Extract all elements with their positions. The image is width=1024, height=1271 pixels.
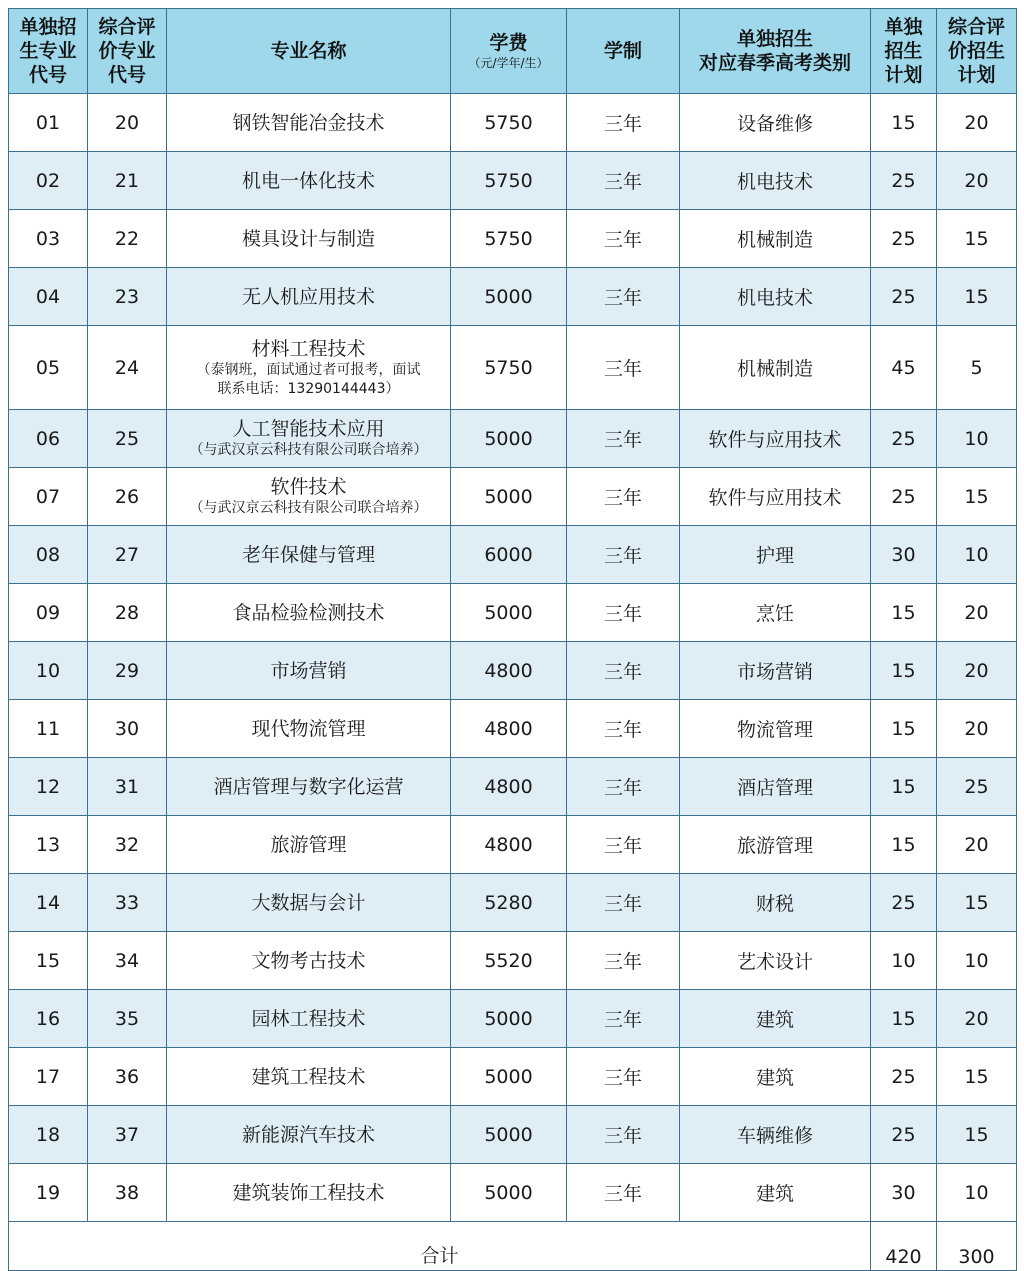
cell-comprehensive-code: 27 [88, 526, 167, 584]
cell-independent-code: 17 [9, 1048, 88, 1106]
cell-duration: 三年 [567, 816, 680, 874]
major-name-text: 新能源汽车技术 [241, 1123, 375, 1146]
cell-comprehensive-code: 22 [88, 210, 167, 268]
table-row [9, 210, 1017, 268]
header-tuition [451, 9, 567, 94]
table-row [9, 268, 1017, 326]
cell-independent-code: 12 [9, 758, 88, 816]
major-name-text: 旅游管理 [270, 833, 347, 856]
cell-independent-code: 05 [9, 326, 88, 410]
cell-comprehensive-code: 31 [88, 758, 167, 816]
cell-duration: 三年 [567, 94, 680, 152]
cell-major-name [167, 758, 451, 816]
cell-independent-code: 11 [9, 700, 88, 758]
major-name-note: （泰钢班，面试通过者可报考，面试联系电话：13290144443） [196, 361, 421, 397]
major-name-note: （与武汉京云科技有限公司联合培养） [189, 442, 428, 458]
cell-duration: 三年 [567, 326, 680, 410]
cell-major-name [167, 268, 451, 326]
cell-comprehensive-code: 38 [88, 1164, 167, 1222]
cell-comprehensive-plan: 20 [937, 152, 1017, 210]
enrollment-plan-table [8, 8, 1017, 1271]
major-name-text: 材料工程技术 [251, 337, 366, 360]
cell-major-name [167, 642, 451, 700]
total-independent-plan: 420 [871, 1222, 937, 1271]
cell-independent-plan: 30 [871, 526, 937, 584]
cell-tuition: 5000 [451, 268, 567, 326]
major-name-text: 文物考古技术 [251, 949, 366, 972]
cell-duration: 三年 [567, 210, 680, 268]
cell-tuition: 4800 [451, 816, 567, 874]
cell-independent-code: 02 [9, 152, 88, 210]
header-comprehensive-plan: 综合评价招生计划 [937, 9, 1017, 94]
cell-comprehensive-code: 33 [88, 874, 167, 932]
cell-comprehensive-code: 24 [88, 326, 167, 410]
table-row [9, 758, 1017, 816]
cell-major-name [167, 1106, 451, 1164]
cell-comprehensive-plan: 15 [937, 1106, 1017, 1164]
cell-independent-code: 07 [9, 468, 88, 526]
cell-independent-code: 06 [9, 410, 88, 468]
major-name-text: 园林工程技术 [251, 1007, 366, 1030]
cell-comprehensive-code: 36 [88, 1048, 167, 1106]
cell-category: 市场营销 [680, 642, 871, 700]
cell-tuition: 5000 [451, 410, 567, 468]
cell-comprehensive-plan: 15 [937, 268, 1017, 326]
cell-major-name [167, 468, 451, 526]
cell-duration: 三年 [567, 932, 680, 990]
major-name-text: 老年保健与管理 [241, 543, 375, 566]
cell-category: 护理 [680, 526, 871, 584]
header-independent-plan: 单独招生计划 [871, 9, 937, 94]
major-name-text: 无人机应用技术 [241, 285, 375, 308]
cell-duration: 三年 [567, 268, 680, 326]
header-tuition-unit: （元/学年/生） [468, 56, 549, 70]
table-row [9, 816, 1017, 874]
cell-major-name [167, 152, 451, 210]
table-footer [9, 1222, 1017, 1271]
cell-comprehensive-code: 25 [88, 410, 167, 468]
cell-independent-plan: 15 [871, 700, 937, 758]
table-row [9, 584, 1017, 642]
cell-tuition: 5520 [451, 932, 567, 990]
cell-major-name [167, 410, 451, 468]
header-tuition-label: 学费 [489, 32, 528, 54]
cell-independent-plan: 25 [871, 152, 937, 210]
cell-major-name [167, 1048, 451, 1106]
table-row [9, 94, 1017, 152]
cell-comprehensive-plan: 15 [937, 1048, 1017, 1106]
cell-tuition: 5750 [451, 94, 567, 152]
cell-comprehensive-code: 30 [88, 700, 167, 758]
cell-category: 建筑 [680, 1164, 871, 1222]
cell-category: 建筑 [680, 1048, 871, 1106]
cell-comprehensive-code: 34 [88, 932, 167, 990]
major-name-text: 软件技术 [270, 476, 347, 498]
cell-major-name [167, 1164, 451, 1222]
cell-category: 旅游管理 [680, 816, 871, 874]
cell-comprehensive-plan: 20 [937, 642, 1017, 700]
cell-comprehensive-plan: 15 [937, 210, 1017, 268]
cell-tuition: 5750 [451, 152, 567, 210]
cell-category: 烹饪 [680, 584, 871, 642]
table-row [9, 1048, 1017, 1106]
cell-independent-plan: 15 [871, 816, 937, 874]
major-name-text: 现代物流管理 [251, 717, 366, 740]
cell-category: 机电技术 [680, 268, 871, 326]
cell-category: 机电技术 [680, 152, 871, 210]
enrollment-table-container [8, 8, 1016, 1271]
cell-independent-plan: 25 [871, 268, 937, 326]
cell-comprehensive-code: 23 [88, 268, 167, 326]
cell-category: 酒店管理 [680, 758, 871, 816]
cell-comprehensive-code: 35 [88, 990, 167, 1048]
cell-comprehensive-plan: 10 [937, 1164, 1017, 1222]
cell-comprehensive-code: 26 [88, 468, 167, 526]
table-header [9, 9, 1017, 94]
major-name-text: 大数据与会计 [251, 891, 366, 914]
table-row [9, 642, 1017, 700]
cell-independent-code: 13 [9, 816, 88, 874]
table-row [9, 152, 1017, 210]
cell-independent-plan: 15 [871, 94, 937, 152]
major-name-text: 建筑工程技术 [251, 1065, 366, 1088]
cell-major-name [167, 874, 451, 932]
cell-comprehensive-code: 28 [88, 584, 167, 642]
cell-independent-plan: 25 [871, 1106, 937, 1164]
cell-tuition: 5000 [451, 1048, 567, 1106]
cell-category: 艺术设计 [680, 932, 871, 990]
cell-major-name [167, 326, 451, 410]
cell-comprehensive-plan: 20 [937, 94, 1017, 152]
cell-major-name [167, 584, 451, 642]
total-row [9, 1222, 1017, 1271]
major-name-text: 机电一体化技术 [241, 169, 375, 192]
cell-independent-code: 19 [9, 1164, 88, 1222]
cell-independent-code: 01 [9, 94, 88, 152]
cell-tuition: 5280 [451, 874, 567, 932]
total-label: 合计 [9, 1222, 871, 1271]
cell-comprehensive-plan: 25 [937, 758, 1017, 816]
table-row [9, 410, 1017, 468]
table-row [9, 1106, 1017, 1164]
cell-comprehensive-plan: 10 [937, 526, 1017, 584]
major-name-text: 酒店管理与数字化运营 [213, 775, 404, 798]
cell-duration: 三年 [567, 526, 680, 584]
cell-independent-code: 14 [9, 874, 88, 932]
cell-category: 财税 [680, 874, 871, 932]
cell-tuition: 5750 [451, 210, 567, 268]
cell-category: 软件与应用技术 [680, 468, 871, 526]
cell-comprehensive-code: 21 [88, 152, 167, 210]
cell-independent-plan: 15 [871, 758, 937, 816]
cell-comprehensive-plan: 10 [937, 932, 1017, 990]
cell-independent-code: 16 [9, 990, 88, 1048]
header-category-line2: 对应春季高考类别 [698, 52, 851, 74]
cell-tuition: 5000 [451, 468, 567, 526]
cell-duration: 三年 [567, 642, 680, 700]
cell-major-name [167, 94, 451, 152]
major-name-text: 市场营销 [270, 659, 347, 682]
major-name-text: 模具设计与制造 [241, 227, 375, 250]
major-name-note: （与武汉京云科技有限公司联合培养） [189, 500, 428, 516]
cell-duration: 三年 [567, 758, 680, 816]
cell-major-name [167, 990, 451, 1048]
header-duration: 学制 [567, 9, 680, 94]
header-independent-code: 单独招生专业代号 [9, 9, 88, 94]
cell-tuition: 4800 [451, 642, 567, 700]
table-row [9, 932, 1017, 990]
cell-major-name [167, 932, 451, 990]
cell-independent-plan: 25 [871, 210, 937, 268]
cell-independent-plan: 25 [871, 410, 937, 468]
table-row [9, 1164, 1017, 1222]
header-category [680, 9, 871, 94]
cell-comprehensive-code: 20 [88, 94, 167, 152]
cell-duration: 三年 [567, 874, 680, 932]
cell-independent-plan: 30 [871, 1164, 937, 1222]
cell-tuition: 5000 [451, 990, 567, 1048]
cell-comprehensive-plan: 15 [937, 468, 1017, 526]
cell-category: 设备维修 [680, 94, 871, 152]
cell-independent-code: 15 [9, 932, 88, 990]
cell-comprehensive-plan: 20 [937, 584, 1017, 642]
cell-duration: 三年 [567, 152, 680, 210]
cell-major-name [167, 526, 451, 584]
cell-duration: 三年 [567, 1106, 680, 1164]
cell-duration: 三年 [567, 1048, 680, 1106]
cell-independent-plan: 45 [871, 326, 937, 410]
cell-independent-plan: 25 [871, 1048, 937, 1106]
table-row [9, 990, 1017, 1048]
cell-independent-code: 10 [9, 642, 88, 700]
header-category-line1: 单独招生 [736, 28, 813, 50]
total-comprehensive-plan: 300 [937, 1222, 1017, 1271]
cell-duration: 三年 [567, 468, 680, 526]
cell-major-name [167, 816, 451, 874]
table-body [9, 94, 1017, 1222]
cell-tuition: 5000 [451, 1164, 567, 1222]
cell-duration: 三年 [567, 410, 680, 468]
cell-comprehensive-plan: 20 [937, 816, 1017, 874]
cell-major-name [167, 700, 451, 758]
cell-category: 软件与应用技术 [680, 410, 871, 468]
major-name-text: 建筑装饰工程技术 [232, 1181, 385, 1204]
cell-tuition: 5000 [451, 1106, 567, 1164]
cell-independent-plan: 15 [871, 584, 937, 642]
table-row [9, 874, 1017, 932]
cell-category: 机械制造 [680, 210, 871, 268]
cell-comprehensive-plan: 20 [937, 700, 1017, 758]
cell-independent-plan: 10 [871, 932, 937, 990]
cell-comprehensive-code: 37 [88, 1106, 167, 1164]
cell-comprehensive-plan: 10 [937, 410, 1017, 468]
cell-independent-code: 18 [9, 1106, 88, 1164]
table-row [9, 468, 1017, 526]
cell-tuition: 4800 [451, 758, 567, 816]
cell-comprehensive-plan: 15 [937, 874, 1017, 932]
header-comprehensive-code: 综合评价专业代号 [88, 9, 167, 94]
cell-comprehensive-code: 32 [88, 816, 167, 874]
cell-independent-code: 03 [9, 210, 88, 268]
cell-independent-code: 04 [9, 268, 88, 326]
major-name-text: 食品检验检测技术 [232, 601, 385, 624]
cell-independent-code: 09 [9, 584, 88, 642]
cell-category: 机械制造 [680, 326, 871, 410]
table-row [9, 526, 1017, 584]
cell-tuition: 5000 [451, 584, 567, 642]
cell-comprehensive-plan: 5 [937, 326, 1017, 410]
cell-independent-plan: 15 [871, 642, 937, 700]
cell-duration: 三年 [567, 1164, 680, 1222]
table-row [9, 700, 1017, 758]
cell-independent-code: 08 [9, 526, 88, 584]
header-major-name: 专业名称 [167, 9, 451, 94]
cell-comprehensive-code: 29 [88, 642, 167, 700]
cell-tuition: 5750 [451, 326, 567, 410]
cell-independent-plan: 25 [871, 874, 937, 932]
cell-independent-plan: 25 [871, 468, 937, 526]
major-name-text: 钢铁智能冶金技术 [232, 111, 385, 134]
cell-independent-plan: 15 [871, 990, 937, 1048]
cell-category: 建筑 [680, 990, 871, 1048]
cell-duration: 三年 [567, 990, 680, 1048]
cell-duration: 三年 [567, 584, 680, 642]
cell-category: 物流管理 [680, 700, 871, 758]
header-row [9, 9, 1017, 94]
cell-tuition: 6000 [451, 526, 567, 584]
cell-comprehensive-plan: 20 [937, 990, 1017, 1048]
major-name-text: 人工智能技术应用 [232, 418, 385, 440]
cell-duration: 三年 [567, 700, 680, 758]
cell-major-name [167, 210, 451, 268]
table-row [9, 326, 1017, 410]
cell-category: 车辆维修 [680, 1106, 871, 1164]
cell-tuition: 4800 [451, 700, 567, 758]
